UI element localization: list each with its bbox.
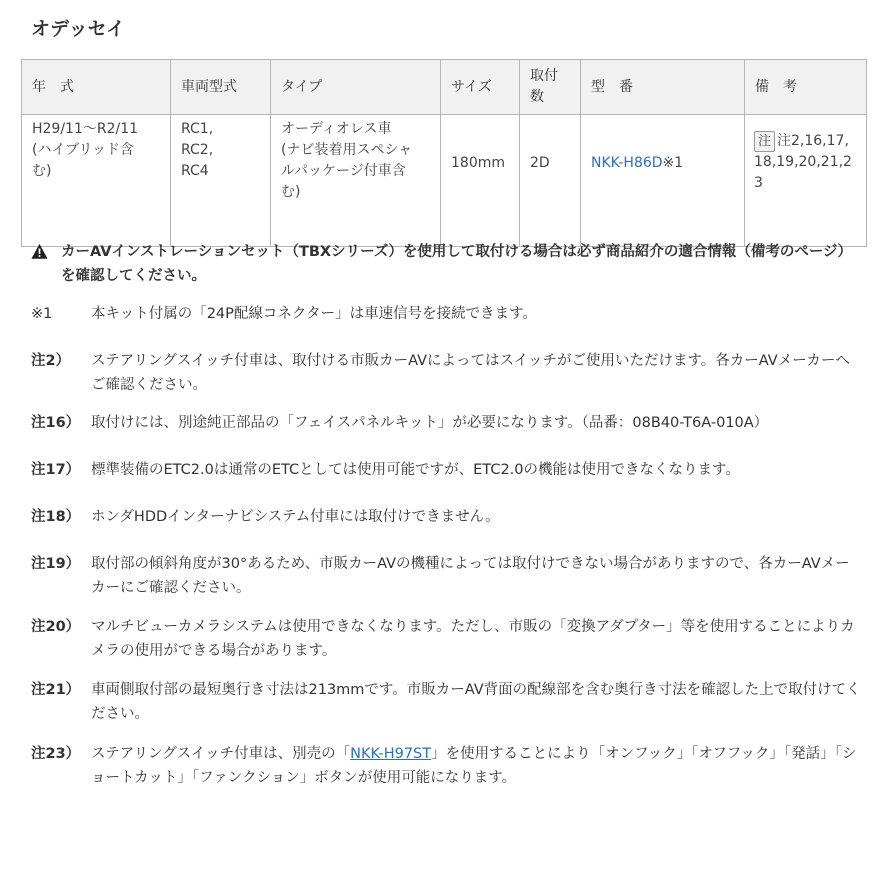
year-line: む) <box>32 163 52 179</box>
note-mark: 注18） <box>31 509 81 525</box>
year-line: H29/11〜R2/11 <box>32 121 139 137</box>
note-mark: 注20） <box>31 619 81 635</box>
type-line: ルパッケージ付車含 <box>281 163 406 179</box>
remarks-line: 18,19,20,21,2 <box>754 154 852 170</box>
warning-notice <box>31 240 861 288</box>
note-mark: 注2） <box>31 353 71 369</box>
cell-size <box>441 115 520 247</box>
note-text: 取付部の傾斜角度が30°あるため、市販カーAVの機種によっては取付けできない場合がありますので、各カーAVメーカーにご確認ください。 <box>91 556 850 596</box>
table-row <box>22 115 867 247</box>
note-item <box>31 505 861 529</box>
cell-remarks <box>745 115 867 247</box>
note-item <box>31 458 861 482</box>
model-line: RC4 <box>181 163 209 179</box>
note-item <box>31 349 861 397</box>
note-text: 標準装備のETC2.0は通常のETCとしては使用可能ですが、ETC2.0の機能は使用できなくなります。 <box>91 462 740 478</box>
note-text: マルチビューカメラシステムは使用できなくなります。ただし、市販の「変換アダプター」等を使用することによりカメラの使用ができる場合があります。 <box>91 619 855 659</box>
remarks-line: 3 <box>754 175 763 191</box>
cell-part-number <box>581 115 745 247</box>
note-mark: 注23） <box>31 746 81 762</box>
note-item <box>31 615 861 663</box>
model-line: RC2, <box>181 142 214 158</box>
type-line: む) <box>281 184 301 200</box>
cell-type <box>271 115 441 247</box>
count-value: 2D <box>530 155 550 171</box>
page-title: オデッセイ <box>31 18 126 40</box>
note-text-after: 」を使用することにより「オンフック」「オフフック」「発話」「ショートカット」「ファンクション」ボタンが使用可能になります。 <box>91 746 857 786</box>
note-item <box>31 678 861 726</box>
remarks-line: 注2,16,17, <box>777 133 849 149</box>
note-item <box>31 302 861 326</box>
fitment-table <box>21 59 867 247</box>
header-count: 取付 数 <box>520 60 581 115</box>
note-button[interactable]: 注 <box>754 131 775 152</box>
note-text <box>91 742 861 790</box>
cell-model <box>171 115 271 247</box>
cell-year <box>22 115 171 247</box>
header-year: 年 式 <box>22 60 171 115</box>
note-mark: 注21） <box>31 682 81 698</box>
note-text: ステアリングスイッチ付車は、取付ける市販カーAVによってはスイッチがご使用いただけます。各カーAVメーカーへご確認ください。 <box>91 353 850 393</box>
warning-icon <box>31 243 48 260</box>
model-line: RC1, <box>181 121 214 137</box>
note-text-before: ステアリングスイッチ付車は、別売の「 <box>91 746 351 762</box>
year-line: (ハイブリッド含 <box>32 142 134 158</box>
note-mark: 注16） <box>31 415 81 431</box>
part-number-suffix: ※1 <box>662 155 684 171</box>
note-mark: 注19） <box>31 556 81 572</box>
warning-text: カーAVインストレーションセット（TBXシリーズ）を使用して取付ける場合は必ず商品紹介の適合情報（備考のページ）を確認してください。 <box>61 244 853 284</box>
header-part-number: 型 番 <box>581 60 745 115</box>
header-size: サイズ <box>441 60 520 115</box>
table-header-row <box>22 60 867 115</box>
header-remarks: 備 考 <box>745 60 867 115</box>
note-item <box>31 552 861 600</box>
header-model: 車両型式 <box>171 60 271 115</box>
cell-count <box>520 115 581 247</box>
note-text: ホンダHDDインターナビシステム付車には取付けできません。 <box>91 509 500 525</box>
note-text: 取付けには、別途純正部品の「フェイスパネルキット」が必要になります。（品番：08B40-T6A-010A） <box>91 415 769 431</box>
note-text: 車両側取付部の最短奥行き寸法は213mmです。市販カーAV背面の配線部を含む奥行き寸法を確認した上で取付けてください。 <box>91 682 861 722</box>
accessory-link[interactable]: NKK-H97ST <box>350 746 432 762</box>
header-type: タイプ <box>271 60 441 115</box>
type-line: オーディオレス車 <box>281 121 392 137</box>
note-text: 本キット付属の「24P配線コネクター」は車速信号を接続できます。 <box>91 306 537 322</box>
part-number-link[interactable]: NKK-H86D <box>591 155 663 171</box>
note-item <box>31 411 861 435</box>
note-mark: 注17） <box>31 462 81 478</box>
type-line: (ナビ装着用スペシャ <box>281 142 413 158</box>
note-item <box>31 742 861 790</box>
note-mark: ※1 <box>31 306 53 322</box>
size-value: 180mm <box>451 155 505 171</box>
